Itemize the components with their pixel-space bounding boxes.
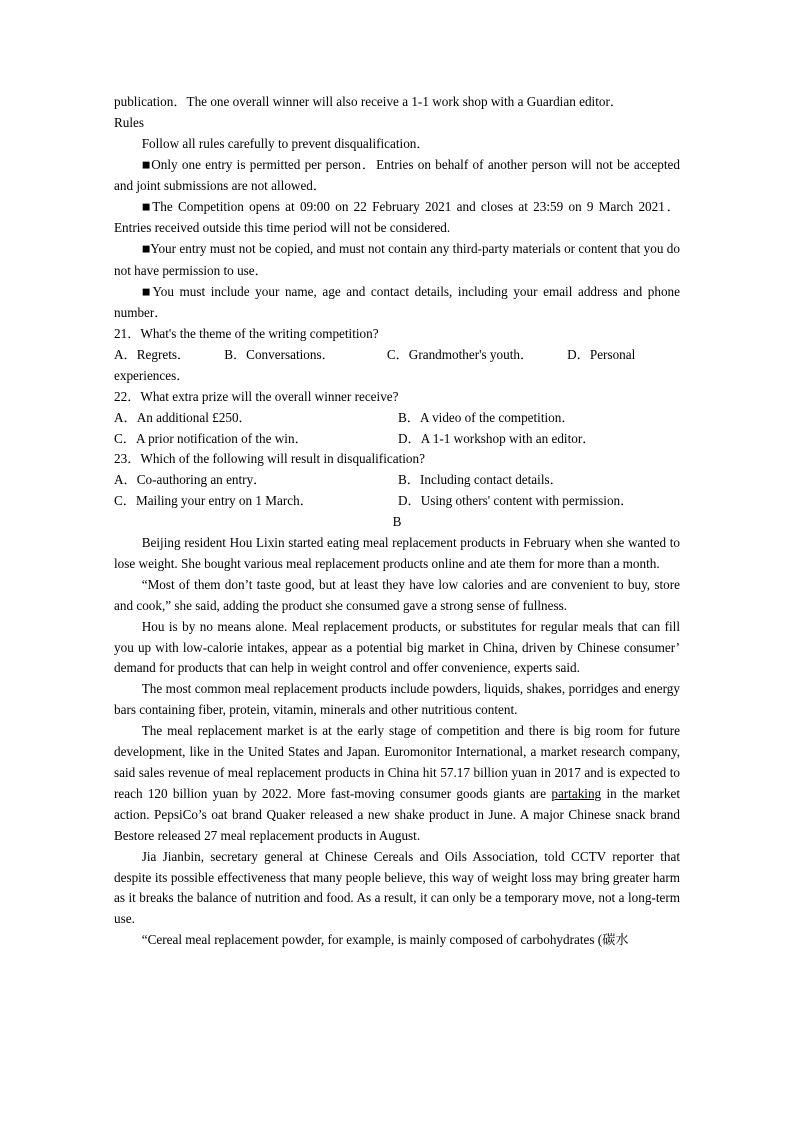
bullet-square-icon: ■ [141, 202, 153, 213]
question-21-option-d[interactable]: D．Personal [567, 346, 636, 362]
passage-paragraph-4: The most common meal replacement products include powders, liquids, shakes, porridges and energy bars containing fiber, protein, vitamin, minerals and other nutritious content. [114, 681, 680, 718]
rules-lead-text: Follow all rules carefully to prevent disqualification． [141, 135, 430, 151]
question-21-option-c[interactable]: C．Grandmother's youth． [386, 346, 534, 362]
question-23-number: 23． [114, 451, 141, 467]
passage-paragraph-5 [114, 721, 680, 846]
question-23-options-row-2 [114, 491, 680, 512]
question-21-stem [114, 324, 680, 345]
passage-paragraph-2: “Most of them don’t taste good, but at least they have low calories and are convenient to buy, store and cook,” she said, adding the product she consumed gave a strong sense of fullness. [114, 576, 680, 613]
question-21-options [114, 345, 680, 366]
question-21-number: 21． [114, 325, 141, 341]
question-22-option-c[interactable]: C．A prior notification of the win． [114, 430, 308, 446]
question-23-option-b[interactable]: B．Including contact details． [398, 472, 563, 488]
document-body [114, 92, 680, 951]
passage-paragraph-7: “Cereal meal replacement powder, for example, is mainly composed of carbohydrates (碳水 [141, 932, 629, 948]
passage-paragraph-5-text-before: The meal replacement market is at the early stage of competition and there is big room for future development, like in the United States and Japan. Euromonitor International, a market research company, said sales revenue of meal replacement products in China hit 57.17 billion yuan in 2017 and is expected to reach 120 billion yuan by 2022. More fast-moving consumer goods giants are [114, 723, 680, 801]
intro-continuation-line: publication．The one overall winner will also receive a 1-1 work shop with a Guardian editor． [114, 94, 624, 109]
question-22-text: What extra prize will the overall winner receive? [140, 388, 399, 404]
bullet-square-icon: ■ [141, 287, 153, 298]
section-marker-b: B [392, 514, 402, 530]
rule-item-4-text: You must include your name, age and contact details, including your email address and phone number． [114, 283, 680, 321]
bullet-square-icon: ■ [141, 160, 152, 171]
question-23-option-d[interactable]: D．Using others' content with permission． [398, 493, 634, 509]
passage-paragraph-1: Beijing resident Hou Lixin started eating meal replacement products in February when she wanted to lose weight. She bought various meal replacement products online and ate them for more than a month. [114, 535, 680, 571]
rule-item-2-text: The Competition opens at 09:00 on 22 February 2021 and closes at 23:59 on 9 March 2021．Entries received outside this time period will not be considered. [114, 199, 680, 236]
rule-item-3 [114, 239, 680, 281]
rule-item-1-text: Only one entry is permitted per person．Entries on behalf of another person will not be accepted and joint submissions are not allowed． [114, 156, 680, 194]
question-23-option-a[interactable]: A．Co-authoring an entry． [114, 472, 267, 488]
question-21-text: What's the theme of the writing competition? [140, 325, 379, 341]
rule-item-3-text: Your entry must not be copied, and must not contain any third-party materials or content that you do not have permission to use． [114, 241, 680, 278]
rule-item-1 [114, 155, 680, 197]
passage-paragraph-6: Jia Jianbin, secretary general at Chinese Cereals and Oils Association, told CCTV reporter that despite its possible effectiveness that many people believe, this way of weight loss may bring greater harm as it breaks the balance of nutrition and food. As a result, it can only be a temporary move, not a long-term use. [114, 848, 680, 927]
question-23-option-c[interactable]: C．Mailing your entry on 1 March． [114, 493, 313, 509]
question-22-stem [114, 387, 680, 408]
bullet-square-icon: ■ [141, 244, 151, 255]
question-22-option-d[interactable]: D．A 1-1 workshop with an editor． [398, 430, 596, 446]
question-21-option-d-wrap: experiences． [114, 367, 190, 383]
question-22-option-b[interactable]: B．A video of the competition． [398, 409, 575, 425]
rule-item-2 [114, 197, 680, 239]
rules-heading: Rules [114, 114, 145, 130]
question-23-options-row-1 [114, 470, 680, 491]
question-22-options-row-1 [114, 408, 680, 429]
passage-paragraph-3: Hou is by no means alone. Meal replacement products, or substitutes for regular meals that can fill you up with low-calorie intakes, appear as a potential big market in China, driven by Chinese consumer’ demand for products that can help in weight control and offer convenience, experts said. [114, 618, 680, 676]
question-23-stem [114, 449, 680, 470]
question-21-option-b[interactable]: B．Conversations． [224, 346, 335, 362]
question-23-text: Which of the following will result in disqualification? [140, 451, 425, 467]
question-21-option-a[interactable]: A．Regrets． [114, 346, 191, 362]
rule-item-4 [114, 282, 680, 324]
vocabulary-underlined-word: partaking [551, 785, 602, 801]
question-22-option-a[interactable]: A．An additional £250． [114, 409, 252, 425]
question-22-options-row-2 [114, 429, 680, 450]
passage-paragraph-5-text-after: in the market action. PepsiCo’s oat brand Quaker released a new shake product in June. A major Chinese snack brand Bestore released 27 meal replacement products in August. [114, 785, 680, 843]
question-22-number: 22． [114, 388, 141, 404]
